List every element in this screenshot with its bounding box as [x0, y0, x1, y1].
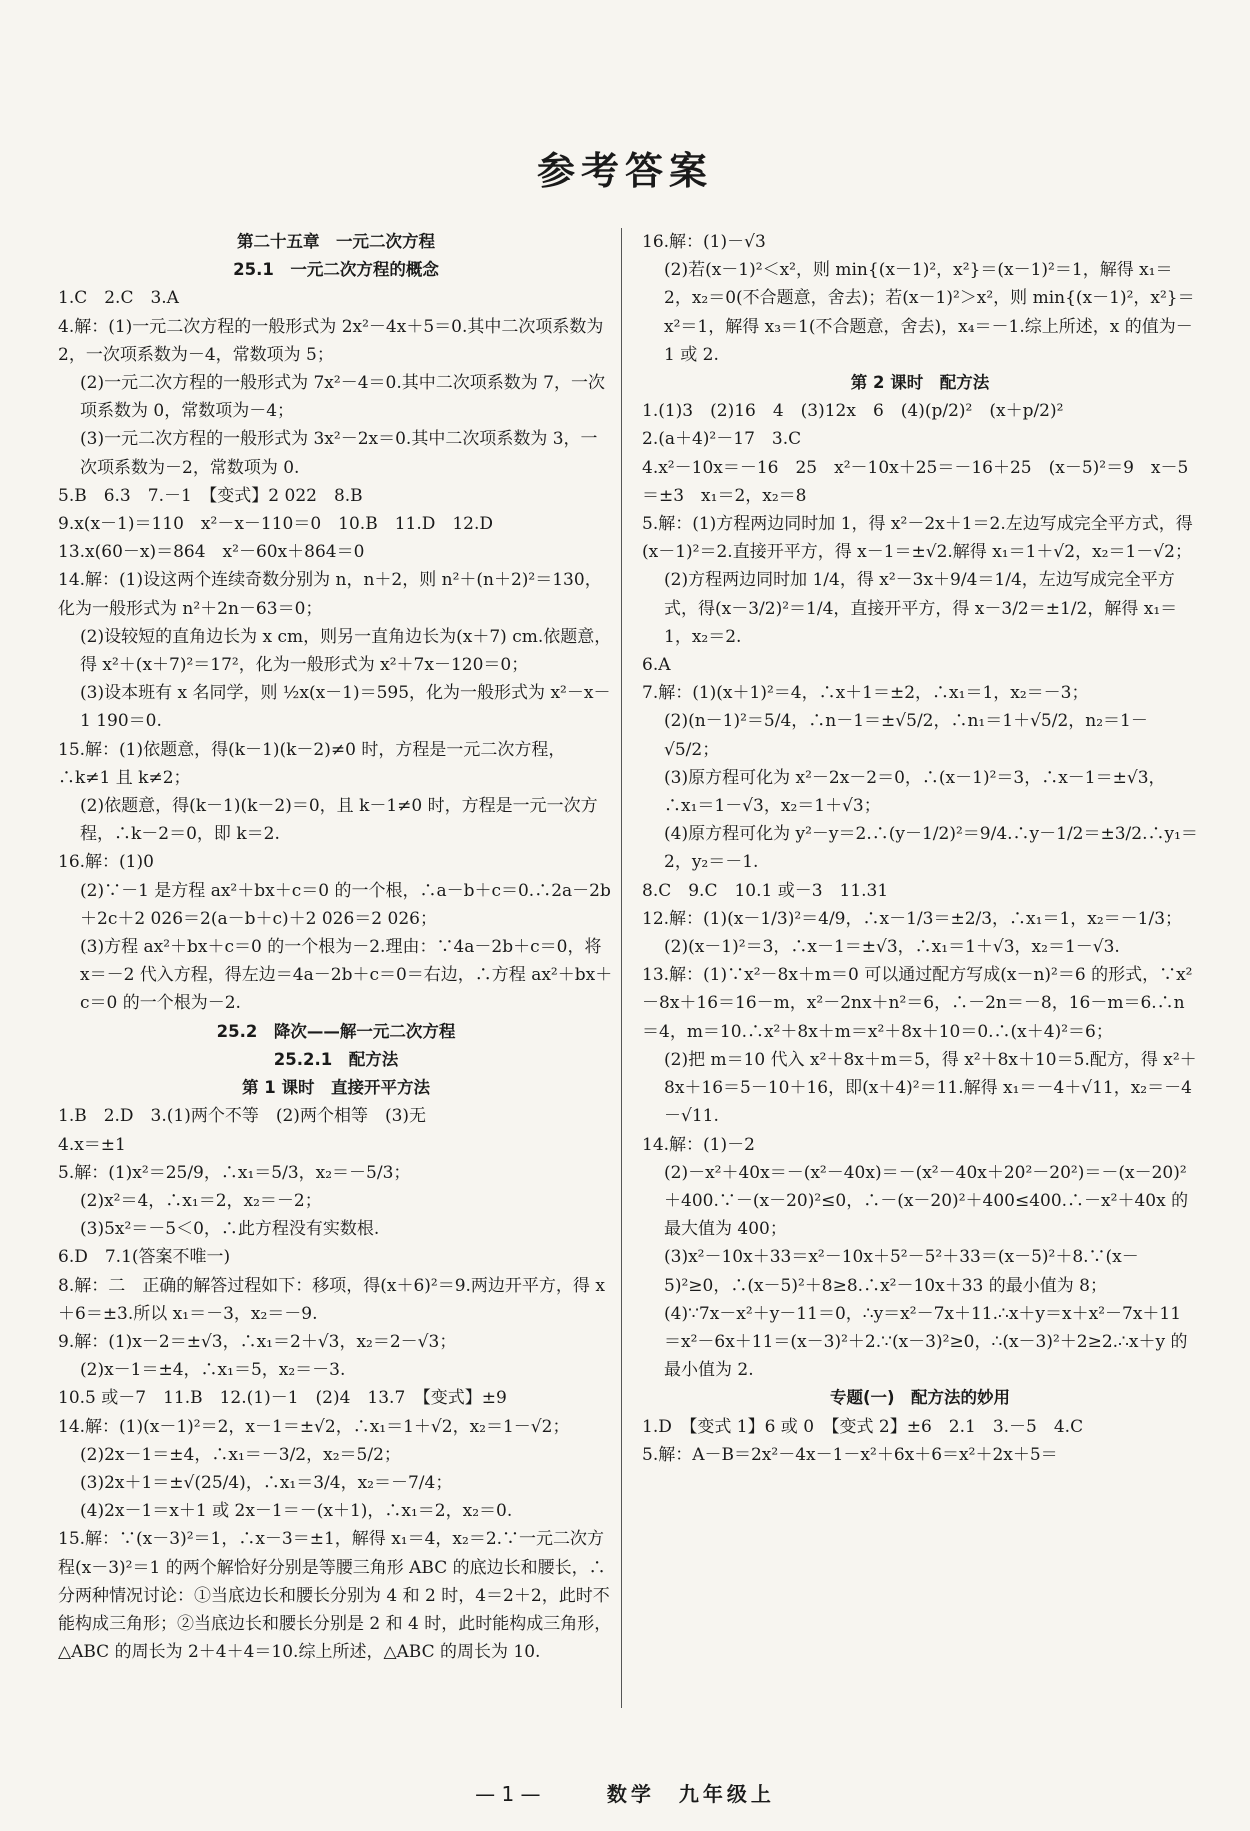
section-heading: 25.2 降次——解一元二次方程	[216, 1021, 456, 1041]
answer-subline: (2)2x－1＝±4，∴x₁＝－3/2，x₂＝5/2；	[80, 1444, 401, 1465]
answer-line: 16.解：(1)0	[58, 852, 154, 873]
answer-subline: (2)依题意，得(k－1)(k－2)＝0，且 k－1≠0 时，方程是一元一次方程，∴k－2＝0，即 k＝2.	[80, 796, 598, 845]
answer-line: 15.解：∵(x－3)²＝1，∴x－3＝±1，解得 x₁＝4，x₂＝2.∵一元二次方程(x－3)²＝1 的两个解恰好分别是等腰三角形 ABC 的底边长和腰长，∴分两种情况讨论：①当底边长和腰长分别为 4 和 2 时，4＝2＋2，此时不能构成三角形；②当底边长和腰长分别是 2 和 4 时，此时能构成三角形，△ABC 的周长为 2＋4＋4＝10.综上所述，△ABC 的周长为 10.	[58, 1529, 612, 1663]
answer-subline: (4)原方程可化为 y²－y＝2.∴(y－1/2)²＝9/4.∴y－1/2＝±3/2.∴y₁＝2，y₂＝－1.	[664, 824, 1198, 873]
section-heading: 第二十五章 一元二次方程	[237, 232, 435, 251]
column-divider	[621, 228, 622, 1708]
answer-line: 12.解：(1)(x－1/3)²＝4/9，∴x－1/3＝±2/3，∴x₁＝1，x₂＝－1/3；	[642, 908, 1183, 929]
answer-subline: (2)一元二次方程的一般形式为 7x²－4＝0.其中二次项系数为 7，一次项系数为 0，常数项为－4；	[80, 373, 605, 422]
section-heading: 第 2 课时 配方法	[850, 373, 990, 393]
answer-subline: (2)x²＝4，∴x₁＝2，x₂＝－2；	[80, 1190, 322, 1211]
answer-line: 9.解：(1)x－2＝±√3，∴x₁＝2＋√3，x₂＝2－√3；	[58, 1331, 457, 1352]
page-number: — 1 —	[475, 1782, 541, 1806]
page-title: 参考答案	[536, 149, 713, 193]
answer-subline: (3)原方程可化为 x²－2x－2＝0，∴(x－1)²＝3，∴x－1＝±√3，∴x₁＝1－√3，x₂＝1＋√3；	[664, 767, 1166, 817]
answer-line: 4.x²－10x＝－16 25 x²－10x＋25＝－16＋25 (x－5)²＝9 x－5＝±3 x₁＝2，x₂＝8	[642, 457, 1189, 506]
answer-line: 4.解：(1)一元二次方程的一般形式为 2x²－4x＋5＝0.其中二次项系数为 2，一次项系数为－4，常数项为 5；	[58, 316, 604, 365]
answer-subline: (4)∵7x－x²＋y－11＝0，∴y＝x²－7x＋11.∴x＋y＝x＋x²－7x＋11＝x²－6x＋11＝(x－3)²＋2.∵(x－3)²≥0，∴(x－3)²＋2≥2.∴x＋y 的最小值为 2.	[664, 1303, 1188, 1381]
answer-subline: (3)5x²＝－5＜0，∴此方程没有实数根.	[80, 1219, 380, 1240]
answer-subline: (4)2x－1＝x＋1 或 2x－1＝－(x＋1)，∴x₁＝2，x₂＝0.	[80, 1501, 513, 1522]
answer-line: 5.解：A－B＝2x²－4x－1－x²＋6x＋6＝x²＋2x＋5＝	[642, 1444, 1058, 1465]
section-heading: 25.2.1 配方法	[273, 1049, 399, 1069]
answer-subline: (3)方程 ax²＋bx＋c＝0 的一个根为－2.理由：∵4a－2b＋c＝0，将 x＝－2 代入方程，得左边＝4a－2b＋c＝0＝右边，∴方程 ax²＋bx＋c＝0 的一个根为－2.	[80, 937, 613, 1014]
answer-subline: (3)一元二次方程的一般形式为 3x²－2x＝0.其中二次项系数为 3，一次项系数为－2，常数项为 0.	[80, 429, 598, 478]
answer-line: 16.解：(1)－√3	[642, 232, 766, 252]
answer-line: 5.解：(1)方程两边同时加 1，得 x²－2x＋1＝2.左边写成完全平方式，得(x－1)²＝2.直接开平方，得 x－1＝±√2.解得 x₁＝1＋√2，x₂＝1－√2；	[642, 514, 1193, 563]
answer-subline: (2)若(x－1)²＜x²，则 min{(x－1)²，x²}＝(x－1)²＝1，解得 x₁＝2，x₂＝0(不合题意，舍去)；若(x－1)²＞x²，则 min{(x－1)²，x²}＝x²＝1，解得 x₃＝1(不合题意，舍去)，x₄＝－1.综上所述，x 的值为－1 或 2.	[664, 260, 1195, 365]
answer-subline: (3)2x＋1＝±√(25/4)，∴x₁＝3/4，x₂＝－7/4；	[80, 1472, 453, 1493]
answer-subline: (2)(n－1)²＝5/4，∴n－1＝±√5/2，∴n₁＝1＋√5/2，n₂＝1－√5/2；	[664, 711, 1148, 760]
answer-line: 14.解：(1)－2	[642, 1134, 755, 1155]
section-heading: 25.1 一元二次方程的概念	[233, 260, 439, 280]
answer-line: 1.C 2.C 3.A	[58, 288, 179, 309]
answer-line: 2.(a＋4)²－17 3.C	[642, 429, 802, 450]
answer-line: 1.(1)3 (2)16 4 (3)12x 6 (4)(p/2)² (x＋p/2)²	[642, 401, 1064, 422]
answer-line: 14.解：(1)(x－1)²＝2，x－1＝±√2，∴x₁＝1＋√2，x₂＝1－√2；	[58, 1416, 570, 1437]
answer-column-right	[642, 228, 1198, 1469]
answer-line: 8.C 9.C 10.1 或－3 11.31	[642, 880, 889, 901]
answer-line: 13.解：(1)∵x²－8x＋m＝0 可以通过配方写成(x－n)²＝6 的形式，∵x²－8x＋16＝16－m，x²－2nx＋n²＝6，∴－2n＝－8，16－m＝6.∴n＝4，m＝10.∴x²＋8x＋m＝x²＋8x＋10＝0.∴(x＋4)²＝6；	[642, 965, 1193, 1042]
answer-line: 1.B 2.D 3.(1)两个不等 (2)两个相等 (3)无	[58, 1106, 427, 1127]
answer-line: 5.解：(1)x²＝25/9，∴x₁＝5/3，x₂＝－5/3；	[58, 1162, 411, 1183]
answer-line: 7.解：(1)(x＋1)²＝4，∴x＋1＝±2，∴x₁＝1，x₂＝－3；	[642, 683, 1089, 704]
answer-subline: (3)设本班有 x 名同学，则 ½x(x－1)＝595，化为一般形式为 x²－x－1 190＝0.	[80, 683, 611, 732]
answer-subline: (2)∵－1 是方程 ax²＋bx＋c＝0 的一个根，∴a－b＋c＝0.∴2a－2b＋2c＋2 026＝2(a－b＋c)＋2 026＝2 026；	[80, 880, 611, 929]
answer-subline: (3)x²－10x＋33＝x²－10x＋5²－5²＋33＝(x－5)²＋8.∵(x－5)²≥0，∴(x－5)²＋8≥8.∴x²－10x＋33 的最小值为 8；	[664, 1247, 1139, 1296]
answer-line: 1.D 【变式 1】6 或 0 【变式 2】±6 2.1 3.－5 4.C	[642, 1416, 1084, 1437]
answer-line: 9.x(x－1)＝110 x²－x－110＝0 10.B 11.D 12.D	[58, 514, 494, 535]
answer-line: 6.A	[642, 655, 671, 676]
answer-subline: (2)x－1＝±4，∴x₁＝5，x₂＝－3.	[80, 1360, 346, 1381]
answer-line: 15.解：(1)依题意，得(k－1)(k－2)≠0 时，方程是一元二次方程，∴k≠1 且 k≠2；	[58, 739, 566, 788]
section-heading: 专题(一) 配方法的妙用	[829, 1388, 1011, 1408]
answer-subline: (2)把 m＝10 代入 x²＋8x＋m＝5，得 x²＋8x＋10＝5.配方，得 x²＋8x＋16＝5－10＋16，即(x＋4)²＝11.解得 x₁＝－4＋√11，x₂＝－4－√11.	[664, 1049, 1197, 1127]
page-footer	[0, 1778, 1250, 1807]
answer-line: 4.x＝±1	[58, 1134, 126, 1155]
answer-line: 5.B 6.3 7.－1 【变式】2 022 8.B	[58, 485, 363, 506]
answer-line: 10.5 或－7 11.B 12.(1)－1 (2)4 13.7 【变式】±9	[58, 1388, 507, 1409]
answer-line: 13.x(60－x)＝864 x²－60x＋864＝0	[58, 542, 365, 563]
answer-subline: (2)－x²＋40x＝－(x²－40x)＝－(x²－40x＋20²－20²)＝－(x－20)²＋400.∵－(x－20)²≤0，∴－(x－20)²＋400≤400.∴－x²＋40x 的最大值为 400；	[664, 1162, 1189, 1240]
answer-column-left	[58, 228, 614, 1666]
answer-subline: (2)设较短的直角边长为 x cm，则另一直角边长为(x＋7) cm.依题意，得 x²＋(x＋7)²＝17²，化为一般形式为 x²＋7x－120＝0；	[80, 626, 612, 676]
answer-line: 8.解：二 正确的解答过程如下：移项，得(x＋6)²＝9.两边开平方，得 x＋6＝±3.所以 x₁＝－3，x₂＝－9.	[58, 1275, 605, 1324]
section-heading: 第 1 课时 直接开平方法	[242, 1078, 430, 1098]
answer-line: 14.解：(1)设这两个连续奇数分别为 n，n＋2，则 n²＋(n＋2)²＝130，化为一般形式为 n²＋2n－63＝0；	[58, 570, 602, 619]
answer-subline: (2)(x－1)²＝3，∴x－1＝±√3，∴x₁＝1＋√3，x₂＝1－√3.	[664, 937, 1120, 958]
subject-label: 数学 九年级上	[606, 1782, 775, 1806]
answer-line: 6.D 7.1(答案不唯一)	[58, 1247, 231, 1268]
answer-subline: (2)方程两边同时加 1/4，得 x²－3x＋9/4＝1/4，左边写成完全平方式，得(x－3/2)²＝1/4，直接开平方，得 x－3/2＝±1/2，解得 x₁＝1，x₂＝2.	[664, 570, 1178, 647]
